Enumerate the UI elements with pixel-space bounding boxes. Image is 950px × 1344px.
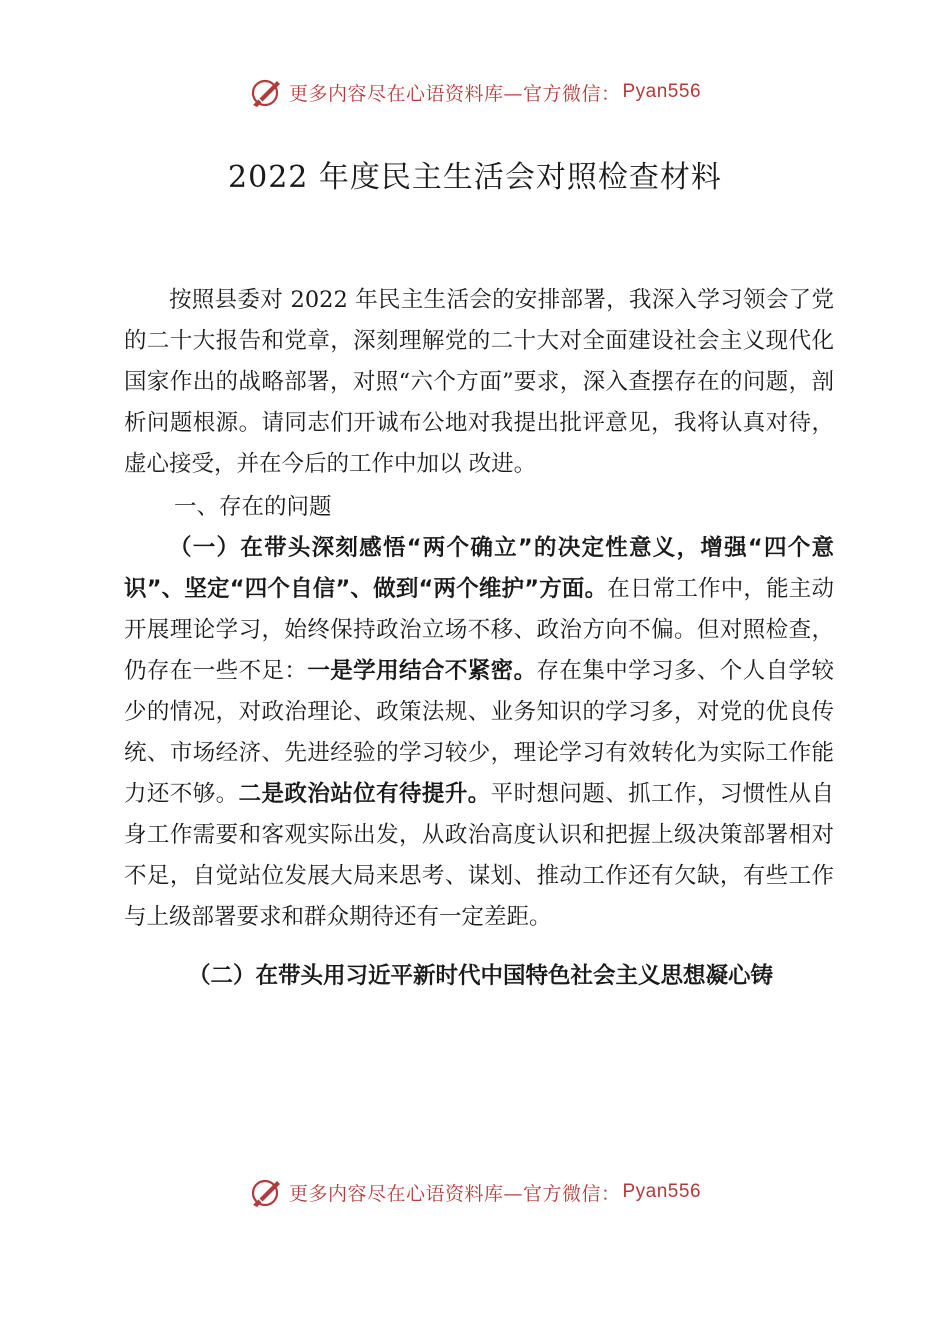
point-1-text: 存在集中学习多、个人自学较少的情况，对政治理论、政策法规、业务知识的学习多，对党的优良传统、市场经济、先进经验的学习较少，理论学习有效转化为实际工作能力还不够。 [124, 658, 834, 807]
subsection-1-paragraph [124, 528, 834, 938]
subsection-1-text: 在日常工作中，能主动开展理论学习，始终保持政治立场不移、政治方向不偏。但对照检查，仍存在一些不足： [124, 576, 834, 684]
section-heading-problems: 一、存在的问题 [174, 494, 332, 520]
footer-watermark [0, 1172, 950, 1212]
point-2-text: 平时想问题、抓工作，习惯性从自身工作需要和客观实际出发，从政治高度认识和把握上级决策部署相对不足，自觉站位发展大局来思考、谋划、推动工作还有欠缺，有些工作与上级部署要求和群众期待还有一定差距。 [124, 781, 834, 930]
point-1-heading: 一是学用结合不紧密。 [307, 658, 537, 684]
document-body [124, 280, 834, 997]
header-watermark [0, 72, 950, 112]
intro-paragraph: 按照县委对 2022 年民主生活会的安排部署，我深入学习领会了党的二十大报告和党章，深刻理解党的二十大对全面建设社会主义现代化国家作出的战略部署，对照“六个方面”要求，深入查摆存在的问题，剖析问题根源。请同志们开诚布公地对我提出批评意见，我将认真对待，虚心接受，并在今后的工作中加以 改进。 [124, 287, 834, 477]
subsection-2-heading: （二）在带头用习近平新时代中国特色社会主义思想凝心铸 [188, 963, 774, 989]
subsection-1-heading: （一）在带头深刻感悟“两个确立”的决定性意义，增强“四个意识”、坚定“四个自信”、做到“两个维护”方面。 [124, 535, 834, 602]
watermark-wechat-id: Pyan556 [622, 1181, 702, 1202]
watermark-text: 更多内容尽在心语资料库—官方微信： [288, 1182, 621, 1205]
watermark-wechat-id: Pyan556 [622, 81, 702, 102]
document-title: 2022 年度民主生活会对照检查材料 [228, 160, 722, 195]
point-2-heading: 二是政治站位有待提升。 [238, 781, 491, 807]
pen-logo-icon [249, 1175, 283, 1209]
watermark-text: 更多内容尽在心语资料库—官方微信： [288, 82, 621, 105]
pen-logo-icon [249, 75, 283, 109]
